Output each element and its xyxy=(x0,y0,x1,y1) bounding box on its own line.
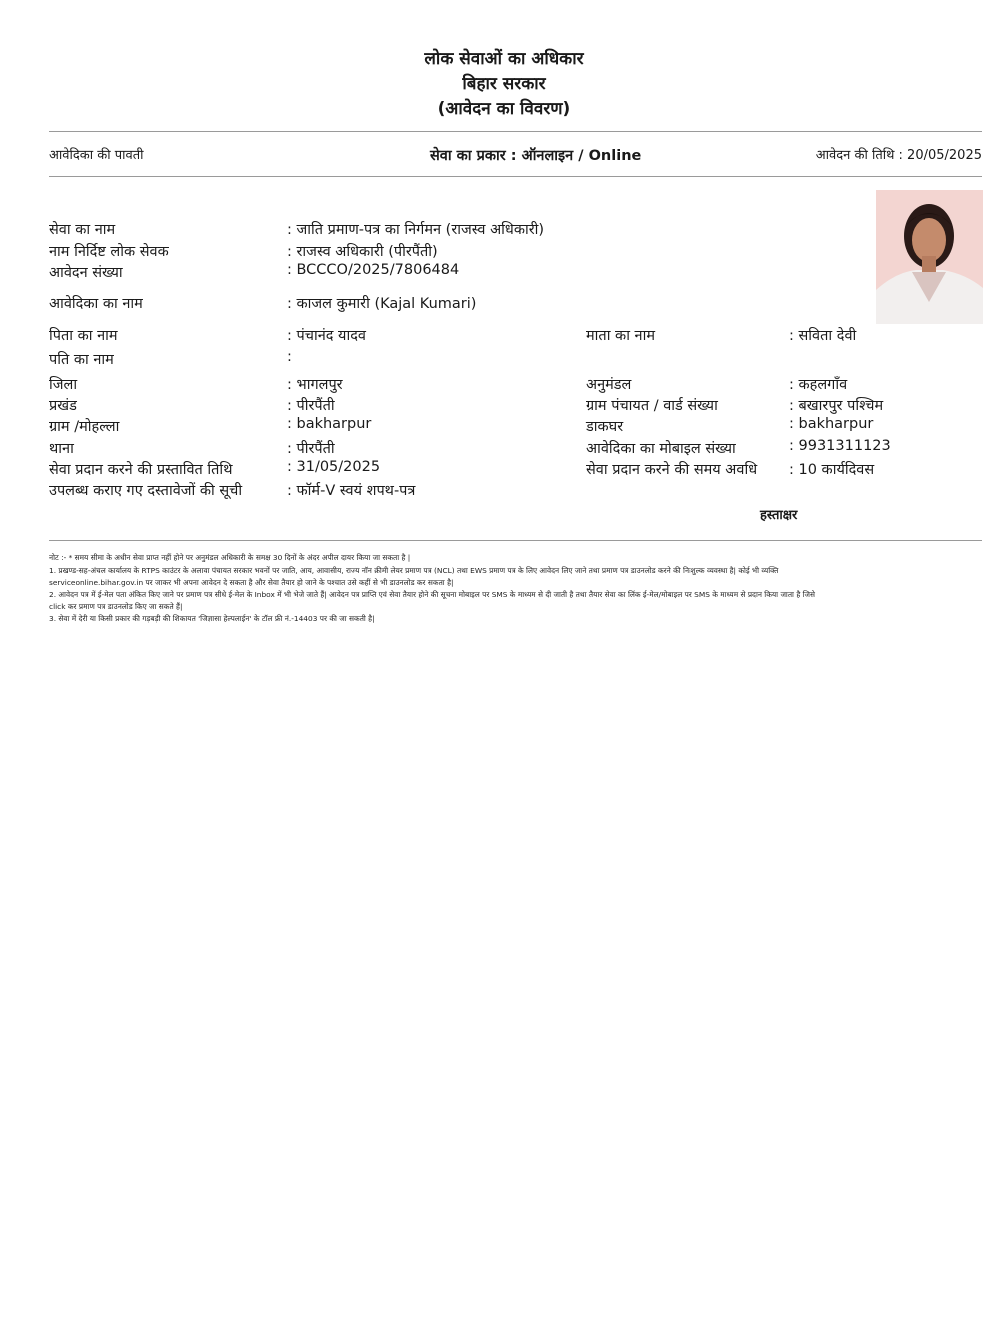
subdivision-value: : कहलगाँव xyxy=(789,377,848,393)
post-office-label: डाकघर xyxy=(586,419,624,435)
father-name-value: : पंचानंद यादव xyxy=(287,328,366,344)
father-name-label: पिता का नाम xyxy=(49,328,118,344)
district-label: जिला xyxy=(49,377,78,393)
notes-divider xyxy=(49,540,982,541)
post-office-value: : bakharpur xyxy=(789,416,874,432)
village-value: : bakharpur xyxy=(287,416,372,432)
note-line-3: serviceonline.bihar.gov.in पर जाकर भी अपना आवेदन दे सकता है और सेवा तैयार हो जाने के पश्चात उसे कहीं से भी डाउनलोड कर सकता है| xyxy=(49,578,454,587)
note-line-5: click कर प्रमाण पत्र डाउनलोड किए जा सकते हैं| xyxy=(49,602,183,611)
applicant-name-label: आवेदिका का नाम xyxy=(49,296,143,312)
receipt-label: आवेदिका की पावती xyxy=(49,148,144,163)
documents-value: : फॉर्म-V स्वयं शपथ-पत्र xyxy=(287,483,416,499)
district-value: : भागलपुर xyxy=(287,377,343,393)
header-line-1: लोक सेवाओं का अधिकार xyxy=(424,49,584,69)
service-name-value: : जाति प्रमाण-पत्र का निर्गमन (राजस्व अधिकारी) xyxy=(287,222,545,238)
proposed-date-label: सेवा प्रदान करने की प्रस्तावित तिथि xyxy=(49,462,233,478)
note-line-2: 1. प्रखण्ड-सह-अंचल कार्यालय के RTPS काउंटर के अलावा पंचायत सरकार भवनों पर जाति, आय, आवासीय, राज्य नॉन क्रीमी लेयर प्रमाण पत्र (NCL) तथा EWS प्रमाण पत्र के लिए आवेदन लिए जाने तथा प्रमाण पत्र डाउनलोड करने की निःशुल्क व्यवस्था है| कोई भी व्यक्ति xyxy=(49,566,779,575)
applicant-photo-image xyxy=(876,190,983,324)
husband-name-value: : xyxy=(287,349,292,365)
block-label: प्रखंड xyxy=(49,398,77,414)
header-line-3: (आवेदन का विवरण) xyxy=(437,99,571,119)
documents-label: उपलब्ध कराए गए दस्तावेजों की सूची xyxy=(49,483,243,499)
mother-name-label: माता का नाम xyxy=(586,328,656,344)
subdivision-label: अनुमंडल xyxy=(586,377,632,393)
application-date: आवेदन की तिथि : 20/05/2025 xyxy=(815,148,982,163)
applicant-photo xyxy=(876,190,983,324)
husband-name-label: पति का नाम xyxy=(49,352,114,368)
note-line-4: 2. आवेदन पत्र में ई-मेल पता अंकित किए जाने पर प्रमाण पत्र सीधे ई-मेल के Inbox में भी भेजे जाते हैं| आवेदन पत्र प्राप्ति एवं सेवा तैयार होने की सूचना मोबाइल पर SMS के माध्यम से दी जाती है तथा तैयार सेवा का लिंक ई-मेल/मोबाइल पर SMS के माध्यम से प्रदान किया जाता है जिसे xyxy=(49,590,815,599)
top-divider xyxy=(49,131,982,132)
service-period-value: : 10 कार्यदिवस xyxy=(789,462,875,478)
block-value: : पीरपैंती xyxy=(287,398,335,414)
signature-label: हस्ताक्षर xyxy=(760,508,798,523)
mother-name-value: : सविता देवी xyxy=(789,328,857,344)
public-servant-label: नाम निर्दिष्ट लोक सेवक xyxy=(49,244,169,260)
panchayat-label: ग्राम पंचायत / वार्ड संख्या xyxy=(586,398,718,414)
application-number-value: : BCCCO/2025/7806484 xyxy=(287,262,460,278)
application-number-label: आवेदन संख्या xyxy=(49,265,123,281)
meta-divider xyxy=(49,176,982,177)
village-label: ग्राम /मोहल्ला xyxy=(49,419,120,435)
note-line-6: 3. सेवा में देरी या किसी प्रकार की गड़बड़ी की शिकायत 'जिज्ञासा हेल्पलाईन' के टॉल फ्री नं.-14403 पर की जा सकती है| xyxy=(49,614,375,623)
mobile-label: आवेदिका का मोबाइल संख्या xyxy=(586,441,736,457)
applicant-name-value: : काजल कुमारी (Kajal Kumari) xyxy=(287,296,477,312)
note-line-1: नोट :- * समय सीमा के अधीन सेवा प्राप्त नहीं होने पर अनुमंडल अधिकारी के समक्ष 30 दिनों के अंदर अपील दायर किया जा सकता है | xyxy=(49,553,411,562)
service-type: सेवा का प्रकार : ऑनलाइन / Online xyxy=(430,148,642,164)
header-line-2: बिहार सरकार xyxy=(462,74,546,94)
service-name-label: सेवा का नाम xyxy=(49,222,116,238)
service-period-label: सेवा प्रदान करने की समय अवधि xyxy=(586,462,758,478)
police-station-value: : पीरपैंती xyxy=(287,441,335,457)
police-station-label: थाना xyxy=(49,441,74,457)
panchayat-value: : बखारपुर पश्चिम xyxy=(789,398,884,414)
proposed-date-value: : 31/05/2025 xyxy=(287,459,381,475)
public-servant-value: : राजस्व अधिकारी (पीरपैंती) xyxy=(287,244,438,260)
mobile-value: : 9931311123 xyxy=(789,438,891,454)
